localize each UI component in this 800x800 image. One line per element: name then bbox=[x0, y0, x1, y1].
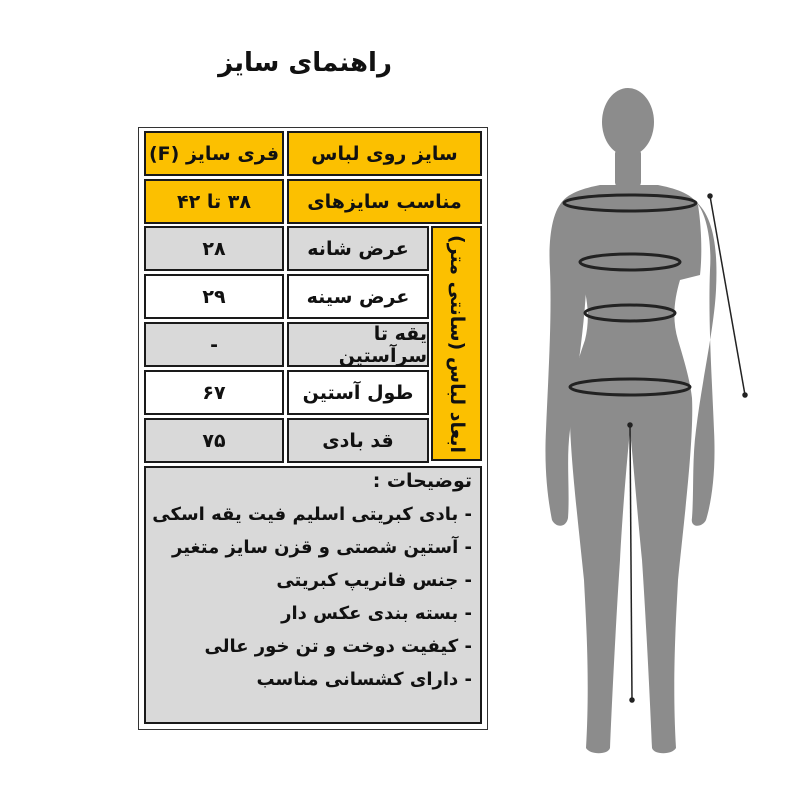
row-label-length: قد بادی bbox=[287, 418, 429, 463]
notes-item: - جنس فانریپ کبریتی bbox=[276, 570, 472, 591]
notes-item: - بسته بندی عکس دار bbox=[281, 603, 472, 624]
fit-label-cell: مناسب سایزهای bbox=[287, 179, 482, 224]
row-value-shoulder: ۲۸ bbox=[144, 226, 284, 271]
body-silhouette-figure bbox=[540, 80, 770, 780]
figure-head bbox=[602, 88, 654, 156]
fit-value-cell: ۳۸ تا ۴۲ bbox=[144, 179, 284, 224]
dimensions-label-cell bbox=[431, 226, 482, 461]
notes-item: - بادی کبریتی اسلیم فیت یقه اسکی bbox=[152, 504, 472, 525]
row-label-sleeve: طول آستین bbox=[287, 370, 429, 415]
inseam-measure-line bbox=[630, 425, 632, 700]
notes-heading: توضیحات : bbox=[372, 470, 472, 492]
row-value-chest: ۲۹ bbox=[144, 274, 284, 319]
row-label-collar: یقه تا سرآستین bbox=[287, 322, 429, 367]
row-label-shoulder: عرض شانه bbox=[287, 226, 429, 271]
inseam-measure-end bbox=[630, 698, 634, 702]
size-label-cell: سایز روی لباس bbox=[287, 131, 482, 176]
row-value-sleeve: ۶۷ bbox=[144, 370, 284, 415]
size-value-cell: فری سایز (F) bbox=[144, 131, 284, 176]
figure-neck bbox=[615, 148, 641, 188]
page-title: راهنمای سایز bbox=[218, 48, 392, 78]
row-value-length: ۷۵ bbox=[144, 418, 284, 463]
dimensions-label: ابعاد لباس (سانتی متر) bbox=[445, 234, 468, 453]
inseam-measure-end bbox=[628, 423, 632, 427]
sleeve-measure-end bbox=[743, 393, 747, 397]
sleeve-measure-end bbox=[708, 194, 712, 198]
notes-item: - دارای کشسانی مناسب bbox=[256, 669, 472, 690]
row-value-collar: - bbox=[144, 322, 284, 367]
row-label-chest: عرض سینه bbox=[287, 274, 429, 319]
notes-item: - کیفیت دوخت و تن خور عالی bbox=[204, 636, 472, 657]
notes-box bbox=[144, 466, 482, 724]
notes-item: - آستین شصتی و قزن سایز متغیر bbox=[172, 537, 472, 558]
